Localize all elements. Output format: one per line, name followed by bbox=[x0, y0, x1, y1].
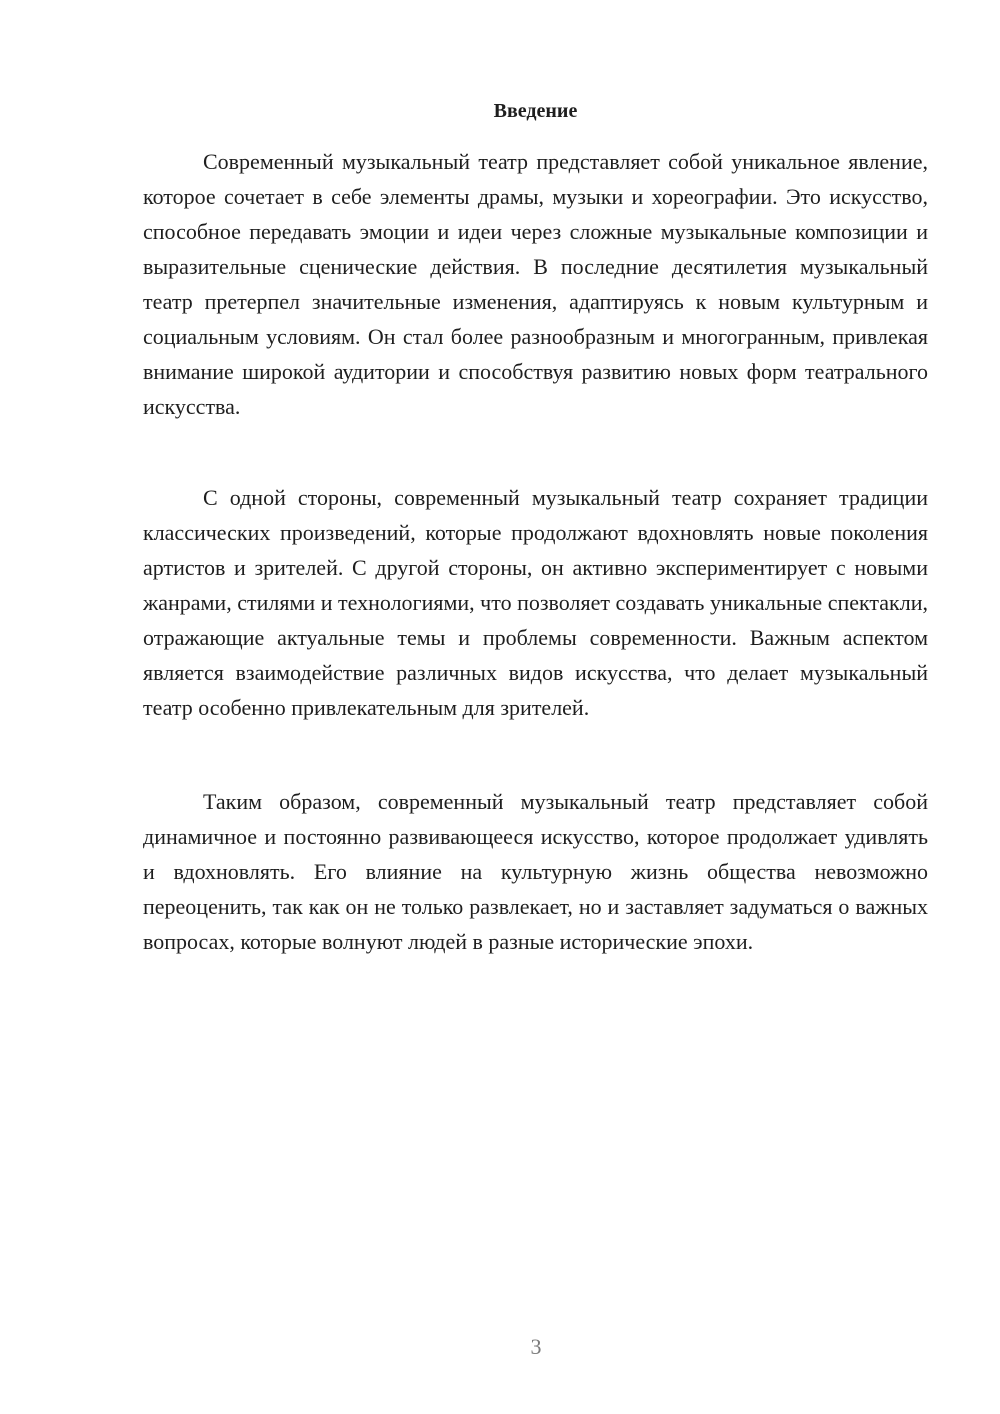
page-number: 3 bbox=[530, 1334, 542, 1359]
paragraph-traditions: С одной стороны, современный музыкальный театр сохраняет традиции классических произведений, которые продолжают вдохновлять новые поколения артистов и зрителей. С другой стороны, он активно экспериментирует с новыми жанрами, стилями и технологиями, что позволяет создавать уникальные спектакли, отражающие актуальные темы и проблемы современности. Важным аспектом является взаимодействие различных видов искусства, что делает музыкальный театр особенно привлекательным для зрителей. bbox=[143, 485, 928, 720]
section-title: Введение bbox=[493, 100, 578, 122]
paragraph-conclusion: Таким образом, современный музыкальный театр представляет собой динамичное и постоянно развивающееся искусство, которое продолжает удивлять и вдохновлять. Его влияние на культурную жизнь общества невозможно переоценить, так как он не только развлекает, но и заставляет задуматься о важных вопросах, которые волнуют людей в разные исторические эпохи. bbox=[143, 789, 928, 954]
paragraph-intro: Современный музыкальный театр представляет собой уникальное явление, которое сочетает в себе элементы драмы, музыки и хореографии. Это искусство, способное передавать эмоции и идеи через сложные музыкальные композиции и выразительные сценические действия. В последние десятилетия музыкальный театр претерпел значительные изменения, адаптируясь к новым культурным и социальным условиям. Он стал более разнообразным и многогранным, привлекая внимание широкой аудитории и способствуя развитию новых форм театрального искусства. bbox=[143, 149, 928, 419]
